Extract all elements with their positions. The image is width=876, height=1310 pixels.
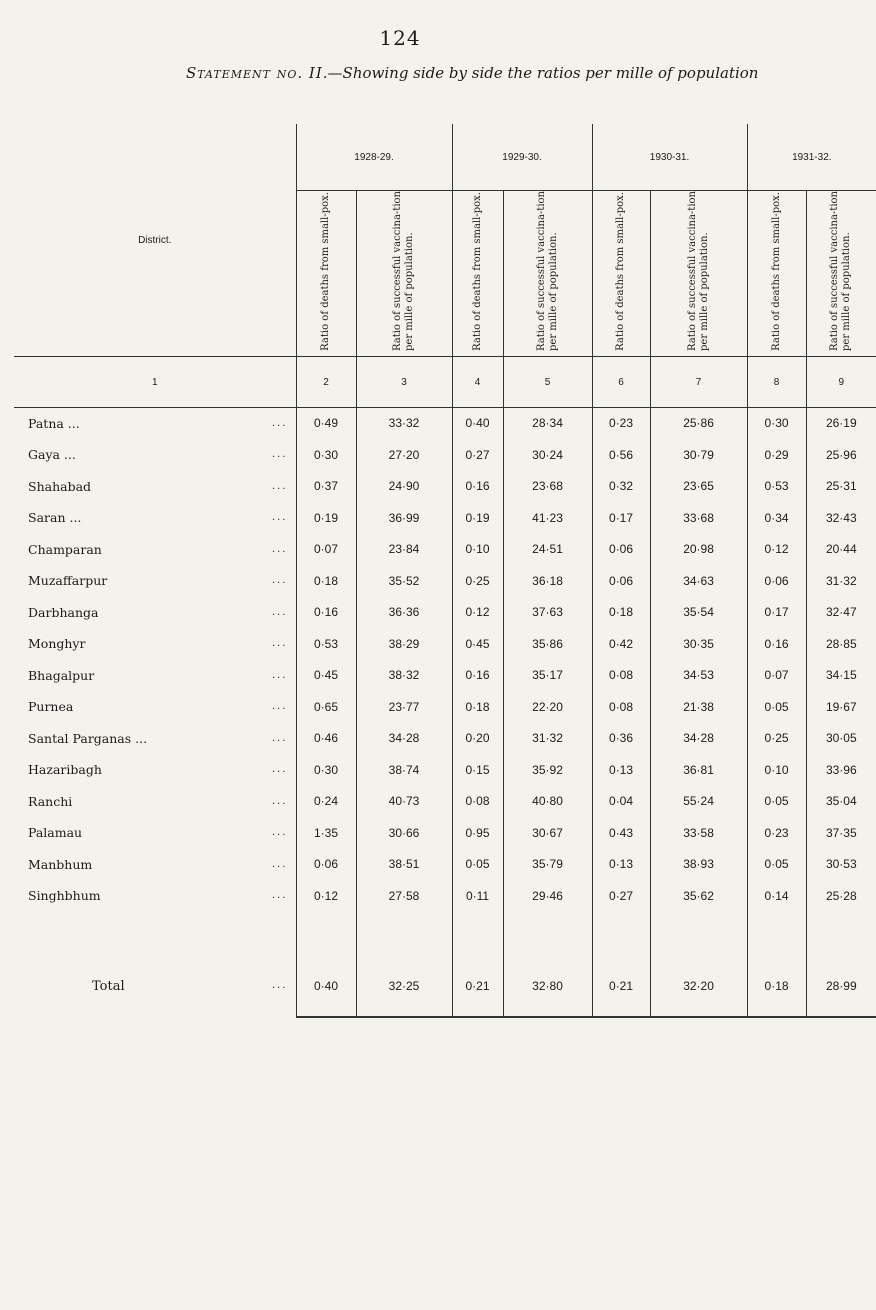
total-value-cell: 28·99: [806, 956, 876, 1017]
value-cell: 0·23: [747, 817, 806, 849]
leader-dots: ...: [271, 979, 288, 991]
value-cell: 35·86: [503, 628, 592, 660]
district-cell: [14, 471, 296, 503]
value-cell: 30·79: [650, 439, 747, 471]
value-cell: 34·28: [356, 723, 452, 755]
value-cell: 0·29: [747, 439, 806, 471]
district-name: Patna ...: [28, 415, 80, 431]
value-cell: 37·35: [806, 817, 876, 849]
table-row: [14, 534, 876, 566]
table-row: [14, 628, 876, 660]
value-cell: 0·43: [592, 817, 650, 849]
value-cell: 0·07: [747, 660, 806, 692]
value-cell: 31·32: [503, 723, 592, 755]
value-cell: 23·68: [503, 471, 592, 503]
table-row: [14, 723, 876, 755]
column-number: 9: [806, 357, 876, 408]
year-header-row: [14, 124, 876, 191]
value-cell: 30·53: [806, 849, 876, 881]
value-cell: 24·90: [356, 471, 452, 503]
value-cell: 0·05: [452, 849, 503, 881]
value-cell: 0·16: [452, 660, 503, 692]
district-cell: [14, 880, 296, 912]
leader-dots: ...: [271, 827, 288, 838]
table-row: [14, 565, 876, 597]
value-cell: 0·17: [747, 597, 806, 629]
value-cell: 27·20: [356, 439, 452, 471]
district-name: Bhagalpur: [28, 667, 95, 683]
value-cell: 30·05: [806, 723, 876, 755]
leader-dots: ...: [271, 417, 288, 429]
col-vacc-1929: [503, 191, 592, 357]
table-row: [14, 817, 876, 849]
value-cell: 0·06: [592, 565, 650, 597]
value-cell: 41·23: [503, 502, 592, 534]
value-cell: 33·68: [650, 502, 747, 534]
leader-dots: ...: [271, 858, 288, 870]
value-cell: 0·05: [747, 691, 806, 723]
year-header-1931: 1931-32.: [747, 124, 876, 191]
district-cell: [14, 660, 296, 692]
column-number: 5: [503, 357, 592, 408]
value-cell: 0·23: [592, 408, 650, 440]
district-cell: [14, 408, 296, 440]
value-cell: 0·13: [592, 849, 650, 881]
spacer-cell: [296, 912, 356, 956]
col-vacc-1930-label: Ratio of successful vaccina-tion per mille of population.: [686, 191, 710, 351]
col-deaths-1930: [592, 191, 650, 357]
district-cell: [14, 723, 296, 755]
value-cell: 0·15: [452, 754, 503, 786]
value-cell: 0·42: [592, 628, 650, 660]
district-cell: [14, 786, 296, 818]
value-cell: 0·34: [747, 502, 806, 534]
column-number-row: [14, 357, 876, 408]
value-cell: 0·19: [296, 502, 356, 534]
value-cell: 0·45: [452, 628, 503, 660]
value-cell: 0·06: [296, 849, 356, 881]
district-name: Ranchi: [28, 793, 73, 809]
district-name: Hazaribagh: [28, 762, 102, 778]
col-deaths-1929-label: Ratio of deaths from small-pox.: [471, 191, 483, 351]
value-cell: 25·86: [650, 408, 747, 440]
leader-dots: ...: [271, 449, 288, 460]
col-vacc-1928: [356, 191, 452, 357]
spacer-cell: [592, 912, 650, 956]
district-header: District.: [14, 124, 296, 357]
value-cell: 0·17: [592, 502, 650, 534]
value-cell: 25·96: [806, 439, 876, 471]
district-cell: [14, 534, 296, 566]
value-cell: 0·95: [452, 817, 503, 849]
table-row: [14, 502, 876, 534]
value-cell: 0·05: [747, 849, 806, 881]
column-number: 4: [452, 357, 503, 408]
value-cell: 25·28: [806, 880, 876, 912]
value-cell: 0·16: [452, 471, 503, 503]
value-cell: 35·54: [650, 597, 747, 629]
value-cell: 40·80: [503, 786, 592, 818]
column-number: 2: [296, 357, 356, 408]
district-cell: [14, 502, 296, 534]
total-label-cell: [14, 956, 296, 1017]
column-number: 3: [356, 357, 452, 408]
year-header-1930: 1930-31.: [592, 124, 747, 191]
value-cell: 34·28: [650, 723, 747, 755]
total-value-cell: 0·21: [452, 956, 503, 1017]
value-cell: 0·19: [452, 502, 503, 534]
district-cell: [14, 628, 296, 660]
value-cell: 0·08: [452, 786, 503, 818]
value-cell: 38·74: [356, 754, 452, 786]
value-cell: 0·27: [452, 439, 503, 471]
total-value-cell: 32·80: [503, 956, 592, 1017]
total-value-cell: 32·20: [650, 956, 747, 1017]
value-cell: 35·04: [806, 786, 876, 818]
col-deaths-1931-label: Ratio of deaths from small-pox.: [770, 191, 782, 351]
col-vacc-1930: [650, 191, 747, 357]
value-cell: 0·12: [296, 880, 356, 912]
value-cell: 31·32: [806, 565, 876, 597]
value-cell: 23·77: [356, 691, 452, 723]
value-cell: 20·98: [650, 534, 747, 566]
value-cell: 23·84: [356, 534, 452, 566]
value-cell: 0·08: [592, 660, 650, 692]
total-value-cell: 32·25: [356, 956, 452, 1017]
value-cell: 0·36: [592, 723, 650, 755]
statement-caption: [186, 64, 786, 82]
spacer-cell: [452, 912, 503, 956]
table-row: [14, 786, 876, 818]
value-cell: 36·81: [650, 754, 747, 786]
leader-dots: ...: [271, 638, 288, 649]
value-cell: 30·67: [503, 817, 592, 849]
district-name: Shahabad: [28, 478, 92, 494]
value-cell: 38·93: [650, 849, 747, 881]
year-header-1928: 1928-29.: [296, 124, 452, 191]
value-cell: 0·12: [452, 597, 503, 629]
value-cell: 0·14: [747, 880, 806, 912]
table-row: [14, 660, 876, 692]
district-cell: [14, 565, 296, 597]
value-cell: 33·58: [650, 817, 747, 849]
value-cell: 0·30: [296, 439, 356, 471]
district-cell: [14, 439, 296, 471]
value-cell: 35·92: [503, 754, 592, 786]
value-cell: 23·65: [650, 471, 747, 503]
table-row: [14, 471, 876, 503]
col-vacc-1929-label: Ratio of successful vaccina-tion per mille of population.: [535, 191, 559, 351]
value-cell: 0·10: [452, 534, 503, 566]
value-cell: 0·10: [747, 754, 806, 786]
col-deaths-1930-label: Ratio of deaths from small-pox.: [615, 191, 627, 351]
value-cell: 0·45: [296, 660, 356, 692]
total-value-cell: 0·21: [592, 956, 650, 1017]
district-name: Palamau: [28, 825, 83, 841]
value-cell: 38·32: [356, 660, 452, 692]
value-cell: 0·30: [747, 408, 806, 440]
district-cell: [14, 691, 296, 723]
col-vacc-1928-label: Ratio of successful vaccina-tion per mille of population.: [392, 191, 415, 351]
district-name: Muzaffarpur: [28, 573, 108, 589]
table-row: [14, 849, 876, 881]
value-cell: 30·24: [503, 439, 592, 471]
value-cell: 0·25: [452, 565, 503, 597]
leader-dots: ...: [271, 480, 288, 492]
value-cell: 32·47: [806, 597, 876, 629]
value-cell: 0·32: [592, 471, 650, 503]
value-cell: 1·35: [296, 817, 356, 849]
value-cell: 0·11: [452, 880, 503, 912]
leader-dots: ...: [271, 543, 288, 555]
value-cell: 0·05: [747, 786, 806, 818]
year-header-1929: 1929-30.: [452, 124, 592, 191]
spacer-cell: [806, 912, 876, 956]
table-row: [14, 408, 876, 440]
value-cell: 0·37: [296, 471, 356, 503]
district-name: Singhbhum: [28, 888, 101, 904]
district-name: Gaya ...: [28, 447, 76, 463]
value-cell: 0·27: [592, 880, 650, 912]
value-cell: 35·62: [650, 880, 747, 912]
spacer-cell: [503, 912, 592, 956]
value-cell: 0·49: [296, 408, 356, 440]
value-cell: 38·29: [356, 628, 452, 660]
table-row: [14, 691, 876, 723]
value-cell: 29·46: [503, 880, 592, 912]
value-cell: 35·52: [356, 565, 452, 597]
value-cell: 36·36: [356, 597, 452, 629]
total-value-cell: 0·18: [747, 956, 806, 1017]
leader-dots: ...: [271, 764, 288, 775]
district-name: Darbhanga: [28, 604, 99, 620]
value-cell: 30·66: [356, 817, 452, 849]
col-deaths-1931: [747, 191, 806, 357]
district-name: Saran ...: [28, 510, 82, 526]
value-cell: 36·99: [356, 502, 452, 534]
value-cell: 40·73: [356, 786, 452, 818]
spacer-cell: [747, 912, 806, 956]
value-cell: 20·44: [806, 534, 876, 566]
value-cell: 0·16: [296, 597, 356, 629]
spacer-cell: [356, 912, 452, 956]
district-cell: [14, 817, 296, 849]
value-cell: 34·63: [650, 565, 747, 597]
column-number: 1: [14, 357, 296, 408]
value-cell: 19·67: [806, 691, 876, 723]
value-cell: 38·51: [356, 849, 452, 881]
table-row: [14, 597, 876, 629]
col-deaths-1928-label: Ratio of deaths from small-pox.: [320, 191, 331, 351]
page-number: 124: [379, 26, 421, 50]
value-cell: 28·85: [806, 628, 876, 660]
total-label: Total: [92, 978, 125, 994]
district-cell: [14, 754, 296, 786]
leader-dots: ...: [271, 732, 288, 744]
value-cell: 0·18: [296, 565, 356, 597]
value-cell: 0·65: [296, 691, 356, 723]
district-cell: [14, 597, 296, 629]
leader-dots: ...: [271, 890, 288, 901]
leader-dots: ...: [271, 606, 288, 618]
table-row: [14, 439, 876, 471]
statement-title: .—Showing side by side the ratios per mille of population: [322, 64, 759, 82]
leader-dots: ...: [271, 701, 288, 712]
value-cell: 0·08: [592, 691, 650, 723]
spacer-row: [14, 912, 876, 956]
col-vacc-1931: [806, 191, 876, 357]
value-cell: 0·16: [747, 628, 806, 660]
value-cell: 27·58: [356, 880, 452, 912]
district-name: Manbhum: [28, 856, 93, 872]
value-cell: 0·06: [747, 565, 806, 597]
value-cell: 0·56: [592, 439, 650, 471]
value-cell: 0·18: [452, 691, 503, 723]
value-cell: 33·32: [356, 408, 452, 440]
value-cell: 0·24: [296, 786, 356, 818]
value-cell: 0·12: [747, 534, 806, 566]
district-name: Purnea: [28, 699, 74, 715]
value-cell: 55·24: [650, 786, 747, 818]
value-cell: 0·25: [747, 723, 806, 755]
table-row: [14, 880, 876, 912]
value-cell: 0·04: [592, 786, 650, 818]
statement-table: [14, 124, 876, 1018]
value-cell: 21·38: [650, 691, 747, 723]
value-cell: 33·96: [806, 754, 876, 786]
table-row: [14, 754, 876, 786]
district-name: Champaran: [28, 541, 102, 557]
district-name: Monghyr: [28, 636, 86, 652]
value-cell: 22·20: [503, 691, 592, 723]
value-cell: 25·31: [806, 471, 876, 503]
value-cell: 0·30: [296, 754, 356, 786]
district-cell: [14, 849, 296, 881]
value-cell: 36·18: [503, 565, 592, 597]
col-vacc-1931-label: Ratio of successful vaccina-tion per mille of population.: [829, 191, 853, 351]
value-cell: 35·17: [503, 660, 592, 692]
value-cell: 32·43: [806, 502, 876, 534]
value-cell: 26·19: [806, 408, 876, 440]
value-cell: 0·20: [452, 723, 503, 755]
value-cell: 24·51: [503, 534, 592, 566]
statement-number: Statement no. II: [186, 64, 323, 82]
value-cell: 0·53: [296, 628, 356, 660]
value-cell: 35·79: [503, 849, 592, 881]
total-row: [14, 956, 876, 1017]
leader-dots: ...: [271, 669, 288, 681]
district-name: Santal Parganas ...: [28, 730, 148, 746]
column-number: 8: [747, 357, 806, 408]
table-body: [14, 408, 876, 1017]
value-cell: 0·40: [452, 408, 503, 440]
column-number: 7: [650, 357, 747, 408]
value-cell: 0·13: [592, 754, 650, 786]
leader-dots: ...: [271, 575, 288, 586]
leader-dots: ...: [271, 795, 288, 807]
col-deaths-1928: [296, 191, 356, 357]
value-cell: 28·34: [503, 408, 592, 440]
spacer-cell: [14, 912, 296, 956]
col-deaths-1929: [452, 191, 503, 357]
value-cell: 0·18: [592, 597, 650, 629]
value-cell: 34·15: [806, 660, 876, 692]
value-cell: 30·35: [650, 628, 747, 660]
total-value-cell: 0·40: [296, 956, 356, 1017]
value-cell: 37·63: [503, 597, 592, 629]
leader-dots: ...: [271, 512, 288, 523]
value-cell: 0·07: [296, 534, 356, 566]
spacer-cell: [650, 912, 747, 956]
value-cell: 0·46: [296, 723, 356, 755]
value-cell: 34·53: [650, 660, 747, 692]
value-cell: 0·06: [592, 534, 650, 566]
value-cell: 0·53: [747, 471, 806, 503]
column-number: 6: [592, 357, 650, 408]
